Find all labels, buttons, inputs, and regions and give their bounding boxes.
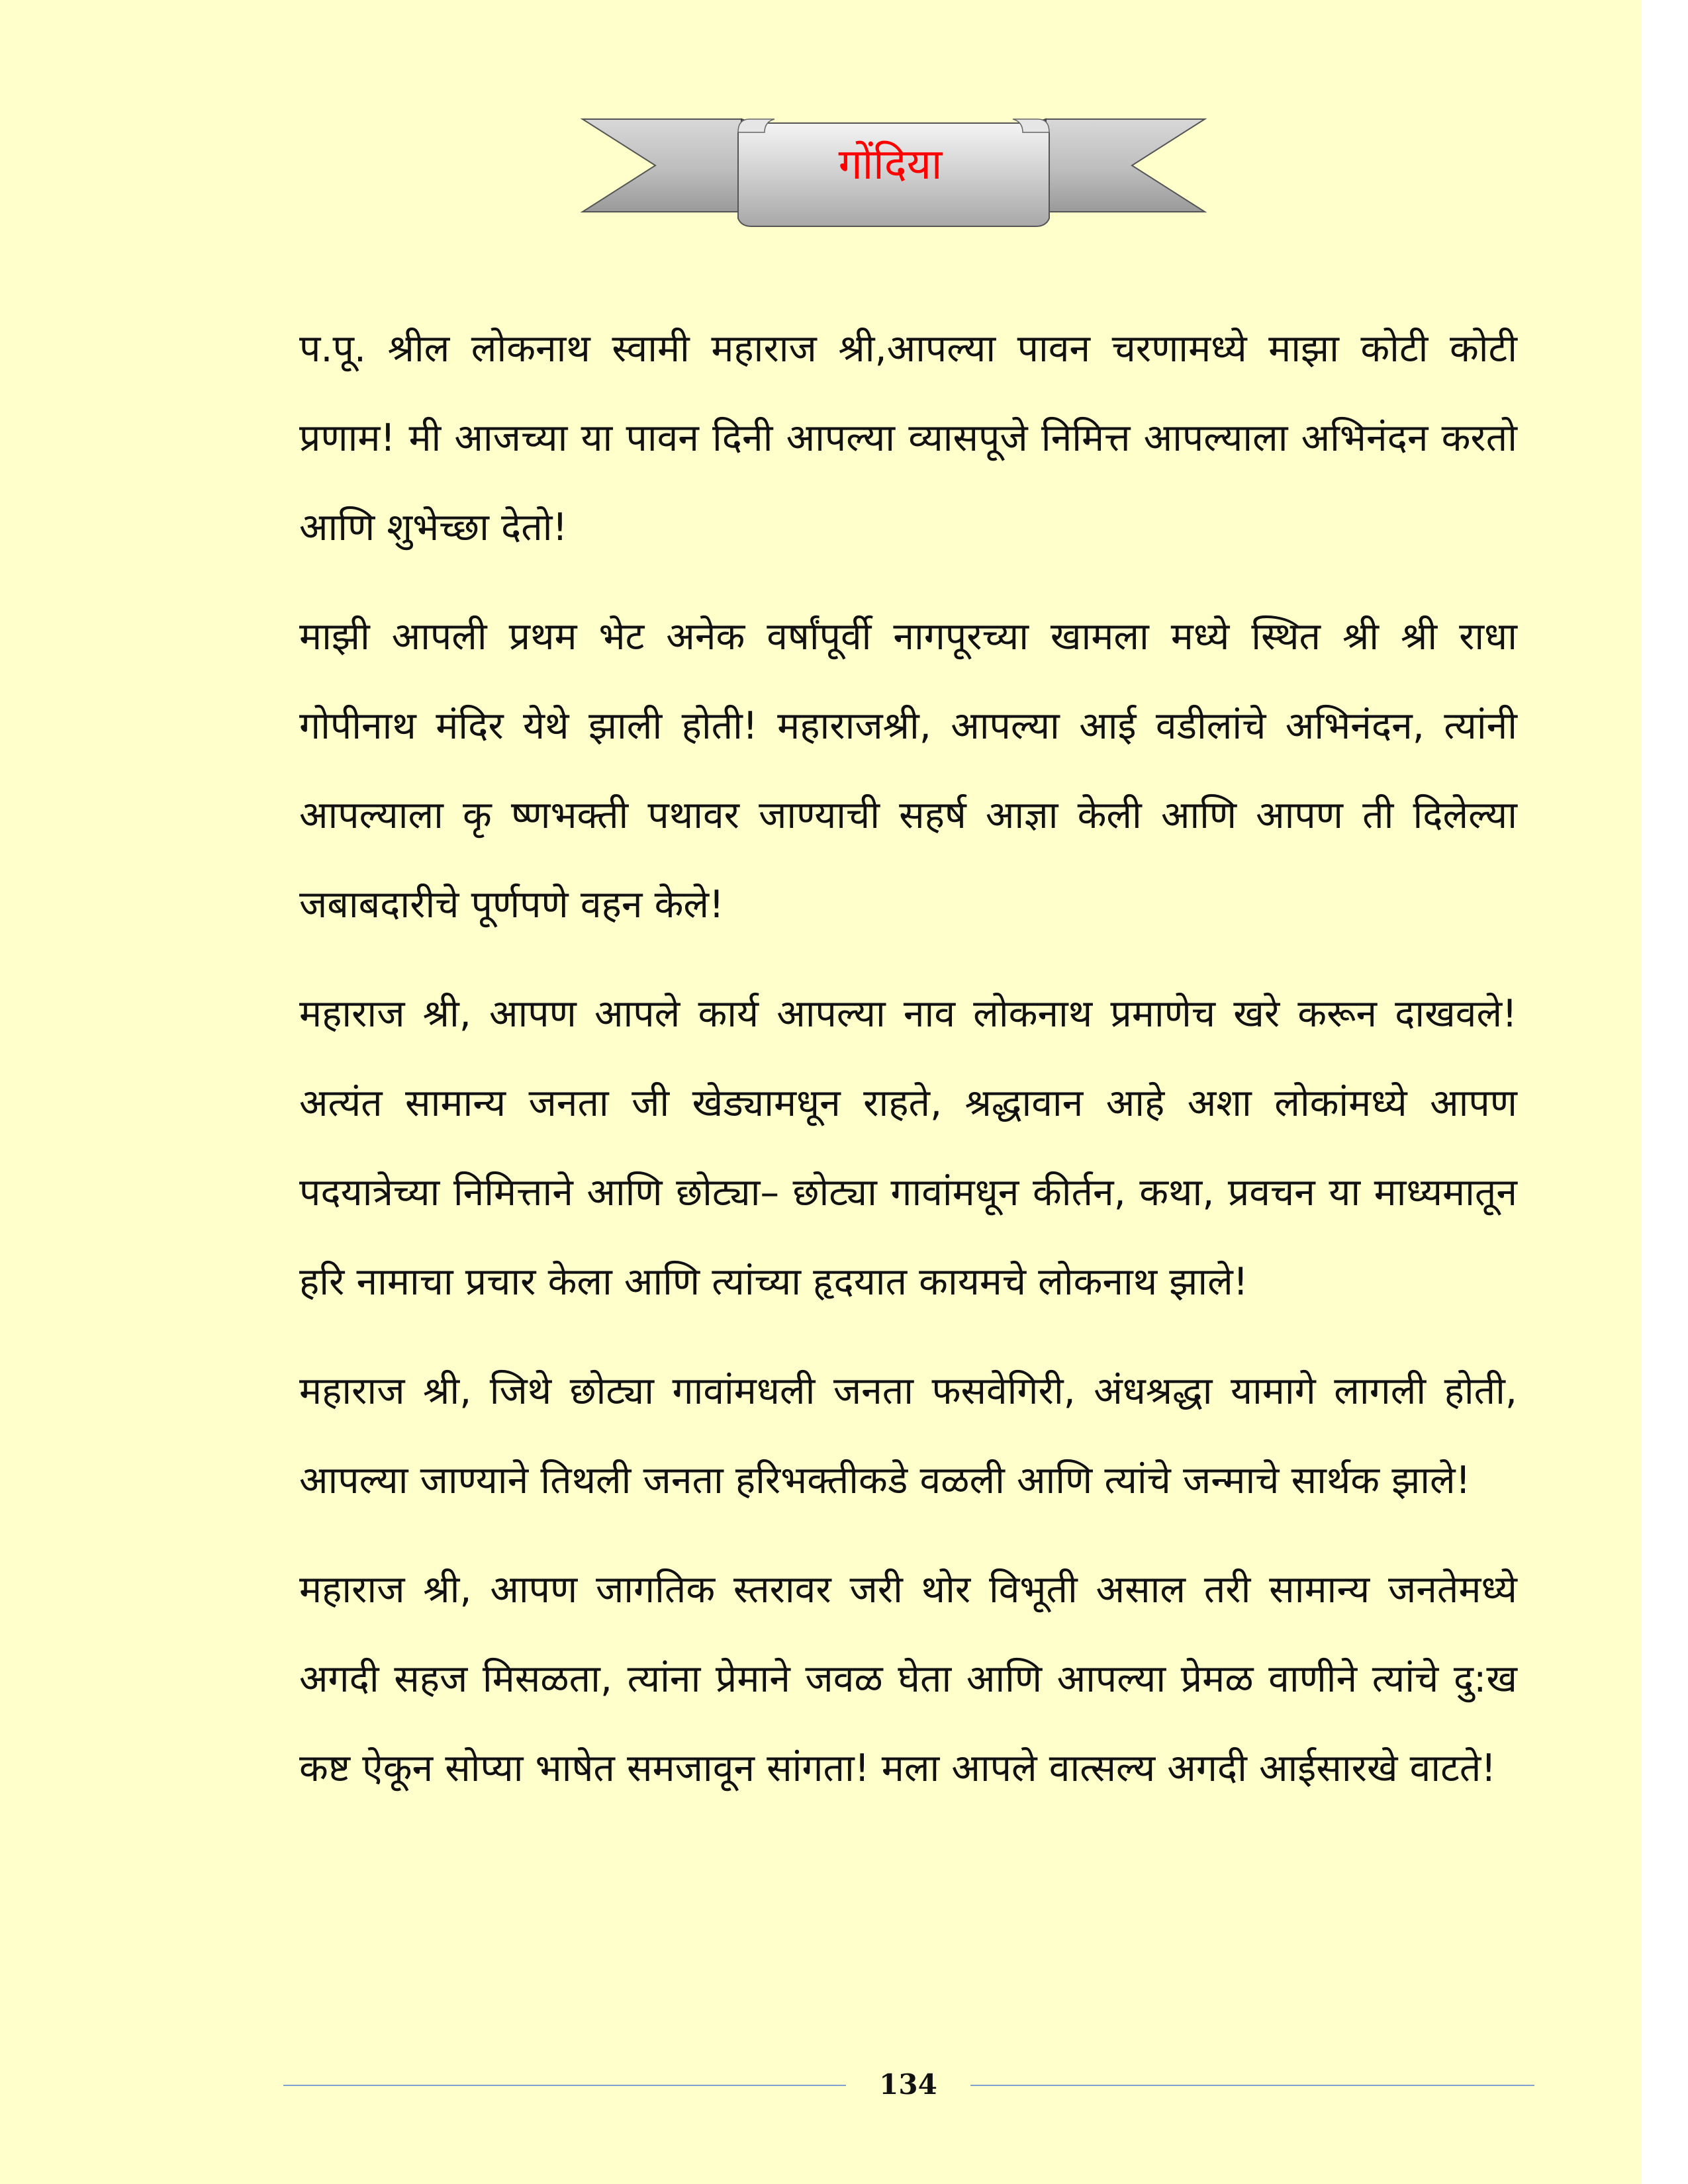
footer-divider-right <box>970 2085 1534 2086</box>
paragraph-2: माझी आपली प्रथम भेट अनेक वर्षांपूर्वी नागपूरच्या खामला मध्ये स्थित श्री श्री राधा गोपीनाथ मंदिर येथे झाली होती! महाराजश्री, आपल्या आई वडीलांचे अभिनंदन, त्यांनी आपल्याला कृ ष्णभक्ती पथावर जाण्याची सहर्ष आज्ञा केली आणि आपण ती दिलेल्या जबाबदारीचे पूर्णपणे वहन केले! <box>299 615 1517 927</box>
paragraph-3: महाराज श्री, आपण आपले कार्य आपल्या नाव लोकनाथ प्रमाणेच खरे करून दाखवले! अत्यंत सामान्य जनता जी खेड्यामधून राहते, श्रद्धावान आहे अशा लोकांमध्ये आपण पदयात्रेच्या निमित्ताने आणि छोट्या– छोट्या गावांमधून कीर्तन, कथा, प्रवचन या माध्यमातून हरि नामाचा प्रचार केला आणि त्यांच्या हृदयात कायमचे लोकनाथ झाले! <box>299 992 1517 1304</box>
paragraph-4: महाराज श्री, जिथे छोट्या गावांमधली जनता फसवेगिरी, अंधश्रद्धा यामागे लागली होती, आपल्या जाण्याने तिथली जनता हरिभक्तीकडे वळली आणि त्यांचे जन्माचे सार्थक झाले! <box>299 1369 1517 1502</box>
page-footer <box>283 2065 1534 2105</box>
letter-body <box>299 304 1517 1833</box>
paragraph-1: प.पू. श्रील लोकनाथ स्वामी महाराज श्री,आपल्या पावन चरणामध्ये माझा कोटी कोटी प्रणाम! मी आजच्या या पावन दिनी आपल्या व्यासपूजे निमित्त आपल्याला अभिनंदन करतो आणि शुभेच्छा देतो! <box>299 327 1517 549</box>
title-ribbon-banner <box>576 113 1211 232</box>
paragraph-5: महाराज श्री, आपण जागतिक स्तरावर जरी थोर विभूती असाल तरी सामान्य जनतेमध्ये अगदी सहज मिसळता, त्यांना प्रेमाने जवळ घेता आणि आपल्या प्रेमळ वाणीने त्यांचे दु:ख कष्ट ऐकून सोप्या भाषेत समजावून सांगता! मला आपले वात्सल्य अगदी आईसारखे वाटते! <box>299 1568 1517 1790</box>
page-margin-strip <box>1642 0 1688 2184</box>
page-title: गोंदिया <box>838 140 943 189</box>
footer-divider-left <box>283 2085 846 2086</box>
page-number: 134 <box>879 2068 937 2101</box>
